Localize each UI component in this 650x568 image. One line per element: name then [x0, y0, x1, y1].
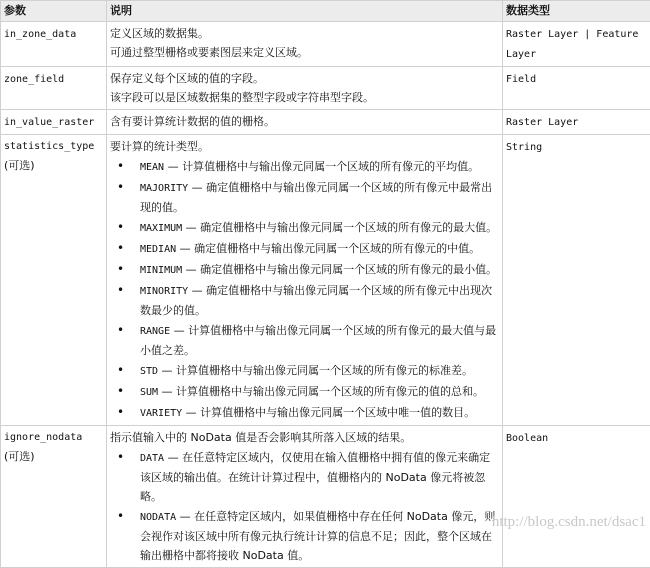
- param-name: in_zone_data: [4, 29, 76, 40]
- option-keyword: MAXIMUM: [140, 223, 182, 234]
- param-cell: [1, 426, 107, 568]
- desc-cell: [107, 135, 503, 426]
- param-cell: [1, 135, 107, 426]
- option-keyword: SUM: [140, 387, 158, 398]
- desc-cell: [107, 22, 503, 67]
- watermark-text: http://blog.csdn.net/dsac1: [492, 514, 646, 531]
- option-text: — 确定值栅格中与输出像元同属一个区域的所有像元的最大值。: [182, 221, 497, 234]
- option-text: — 确定值栅格中与输出像元同属一个区域的所有像元的最小值。: [182, 263, 497, 276]
- table-header-row: [1, 1, 650, 22]
- table-row: [1, 110, 650, 135]
- option-text: — 确定值栅格中与输出像元同属一个区域的所有像元中最常出现的值。: [140, 181, 492, 214]
- header-param: 参数: [1, 1, 107, 22]
- list-item: [110, 178, 499, 217]
- type-cell: [503, 110, 650, 135]
- desc-line: 可通过整型栅格或要素图层来定义区域。: [110, 43, 499, 62]
- option-keyword: MAJORITY: [140, 183, 188, 194]
- optional-tag: (可选): [4, 447, 103, 466]
- option-keyword: VARIETY: [140, 408, 182, 419]
- option-list: [110, 448, 499, 565]
- param-cell: [1, 110, 107, 135]
- option-text: — 确定值栅格中与输出像元同属一个区域的所有像元的中值。: [176, 242, 480, 255]
- desc-line: 定义区域的数据集。: [110, 24, 499, 43]
- param-cell: [1, 67, 107, 110]
- desc-intro: 要计算的统计类型。: [110, 137, 499, 156]
- option-keyword: MINORITY: [140, 286, 188, 297]
- option-keyword: RANGE: [140, 326, 170, 337]
- option-text: — 在任意特定区域内，仅使用在输入值栅格中拥有值的像元来确定该区域的输出值。在统计计算过程中，值栅格内的 NoData 像元将被忽略。: [140, 451, 490, 503]
- param-name: ignore_nodata: [4, 428, 103, 447]
- list-item: [110, 321, 499, 360]
- table-row: [1, 67, 650, 110]
- type-value: Boolean: [506, 433, 548, 444]
- option-text: — 计算值栅格中与输出像元同属一个区域的所有像元的值的总和。: [158, 385, 484, 398]
- desc-cell: [107, 426, 503, 568]
- type-value: Field: [506, 74, 536, 85]
- option-keyword: MEDIAN: [140, 244, 176, 255]
- option-text: — 计算值栅格中与输出像元同属一个区域的所有像元的标准差。: [158, 364, 473, 377]
- param-name: statistics_type: [4, 137, 103, 156]
- option-text: — 在任意特定区域内，如果值栅格中存在任何 NoData 像元，则会视作对该区域中所有像元执行统计计算的信息不足；因此，整个区域在输出栅格中都将接收 NoData 值。: [140, 510, 495, 562]
- header-type: 数据类型: [503, 1, 650, 22]
- option-text: — 计算值栅格中与输出像元同属一个区域中唯一值的数目。: [182, 406, 475, 419]
- list-item: [110, 260, 499, 280]
- list-item: [110, 403, 499, 423]
- type-cell: [503, 67, 650, 110]
- desc-intro: 指示值输入中的 NoData 值是否会影响其所落入区域的结果。: [110, 428, 499, 447]
- list-item: [110, 382, 499, 402]
- param-name: in_value_raster: [4, 117, 94, 128]
- list-item: [110, 507, 499, 565]
- list-item: [110, 218, 499, 238]
- option-list: [110, 157, 499, 423]
- option-text: — 计算值栅格中与输出像元同属一个区域的所有像元的最大值与最小值之差。: [140, 324, 496, 357]
- type-cell: [503, 22, 650, 67]
- param-name: zone_field: [4, 74, 64, 85]
- option-keyword: MEAN: [140, 162, 164, 173]
- list-item: [110, 361, 499, 381]
- type-cell: [503, 426, 650, 568]
- table-row: [1, 426, 650, 568]
- option-keyword: NODATA: [140, 512, 176, 523]
- desc-line: 含有要计算统计数据的值的栅格。: [110, 112, 499, 131]
- option-keyword: STD: [140, 366, 158, 377]
- header-desc: 说明: [107, 1, 503, 22]
- option-keyword: DATA: [140, 453, 164, 464]
- table-row: [1, 135, 650, 426]
- desc-cell: [107, 67, 503, 110]
- optional-tag: (可选): [4, 156, 103, 175]
- type-value: String: [506, 142, 542, 153]
- option-text: — 确定值栅格中与输出像元同属一个区域的所有像元中出现次数最少的值。: [140, 284, 492, 317]
- type-cell: [503, 135, 650, 426]
- table-row: [1, 22, 650, 67]
- type-value: Raster Layer | Feature Layer: [506, 29, 638, 60]
- option-keyword: MINIMUM: [140, 265, 182, 276]
- param-cell: [1, 22, 107, 67]
- list-item: [110, 239, 499, 259]
- desc-line: 保存定义每个区域的值的字段。: [110, 69, 499, 88]
- list-item: [110, 157, 499, 177]
- list-item: [110, 448, 499, 506]
- type-value: Raster Layer: [506, 117, 578, 128]
- desc-line: 该字段可以是区域数据集的整型字段或字符串型字段。: [110, 88, 499, 107]
- desc-cell: [107, 110, 503, 135]
- option-text: — 计算值栅格中与输出像元同属一个区域的所有像元的平均值。: [164, 160, 479, 173]
- list-item: [110, 281, 499, 320]
